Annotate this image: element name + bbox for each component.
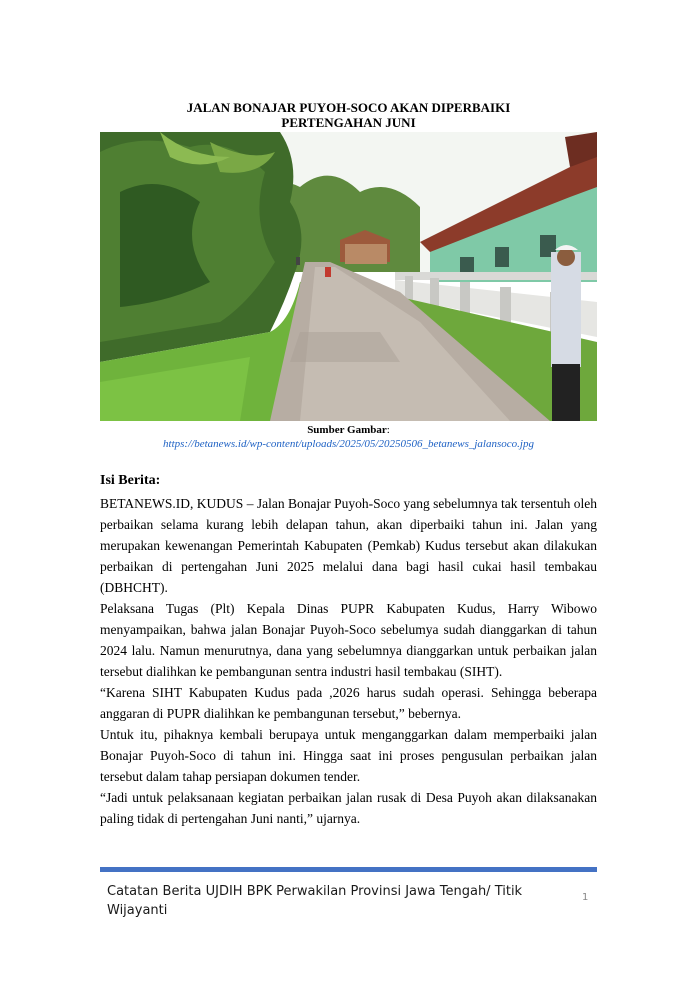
caption-colon: : (386, 424, 390, 436)
article-paragraph-2: Pelaksana Tugas (Plt) Kepala Dinas PUPR Kabupaten Kudus, Harry Wibowo menyampaikan, bahwa jalan Bonajar Puyoh-Soco sebelumya sudah dianggarkan di tahun 2024 lalu. Namun menurutnya, dana yang sebelumnya dianggarkan untuk perbaikan jalan tersebut dialihkan ke pembangunan sentra industri hasil tembakau (SIHT). (100, 601, 597, 679)
article-title-line-2: PERTENGAHAN JUNI (281, 115, 416, 130)
article-body (100, 469, 597, 829)
article-paragraph-5: “Jadi untuk pelaksanaan kegiatan perbaikan jalan rusak di Desa Puyoh akan dilaksanakan paling tidak di pertengahan Juni nanti,” ujarnya. (100, 790, 597, 826)
road-photo (100, 132, 597, 421)
article-paragraph-4: Untuk itu, pihaknya kembali berupaya untuk menganggarkan dalam memperbaiki jalan Bonajar Puyoh-Soco di tahun ini. Hingga saat ini proses pengusulan perbaikan jalan tersebut dalam tahap persiapan dokumen tender. (100, 727, 597, 784)
article-heading: Isi Berita: (100, 473, 161, 488)
image-caption (100, 423, 597, 451)
article-paragraph-1: BETANEWS.ID, KUDUS – Jalan Bonajar Puyoh-Soco yang sebelumnya tak tersentuh oleh perbaikan selama kurang lebih delapan tahun, akan diperbaiki tahun ini. Jalan yang merupakan kewenangan Pemerintah Kabupaten (Pemkab) Kudus tersebut akan dilakukan perbaikan di pertengahan Juni 2025 melalui dana bagi hasil cukai hasil tembakau (DBHCHT). (100, 496, 597, 595)
caption-source-link[interactable]: https://betanews.id/wp-content/uploads/2025/05/20250506_betanews_jalansoco.jpg (163, 438, 534, 450)
caption-label: Sumber Gambar (307, 424, 387, 436)
article-paragraph-3: “Karena SIHT Kabupaten Kudus pada ,2026 harus sudah operasi. Sehingga beberapa anggaran di PUPR dialihkan ke pembangunan tersebut,” bebernya. (100, 685, 597, 721)
page-number: 1 (582, 892, 589, 903)
footer-text: Catatan Berita UJDIH BPK Perwakilan Provinsi Jawa Tengah/ Titik Wijayanti (107, 884, 523, 918)
article-title-line-1: JALAN BONAJAR PUYOH-SOCO AKAN DIPERBAIKI (186, 100, 511, 115)
footer-divider (100, 867, 597, 872)
article-title (100, 100, 597, 130)
